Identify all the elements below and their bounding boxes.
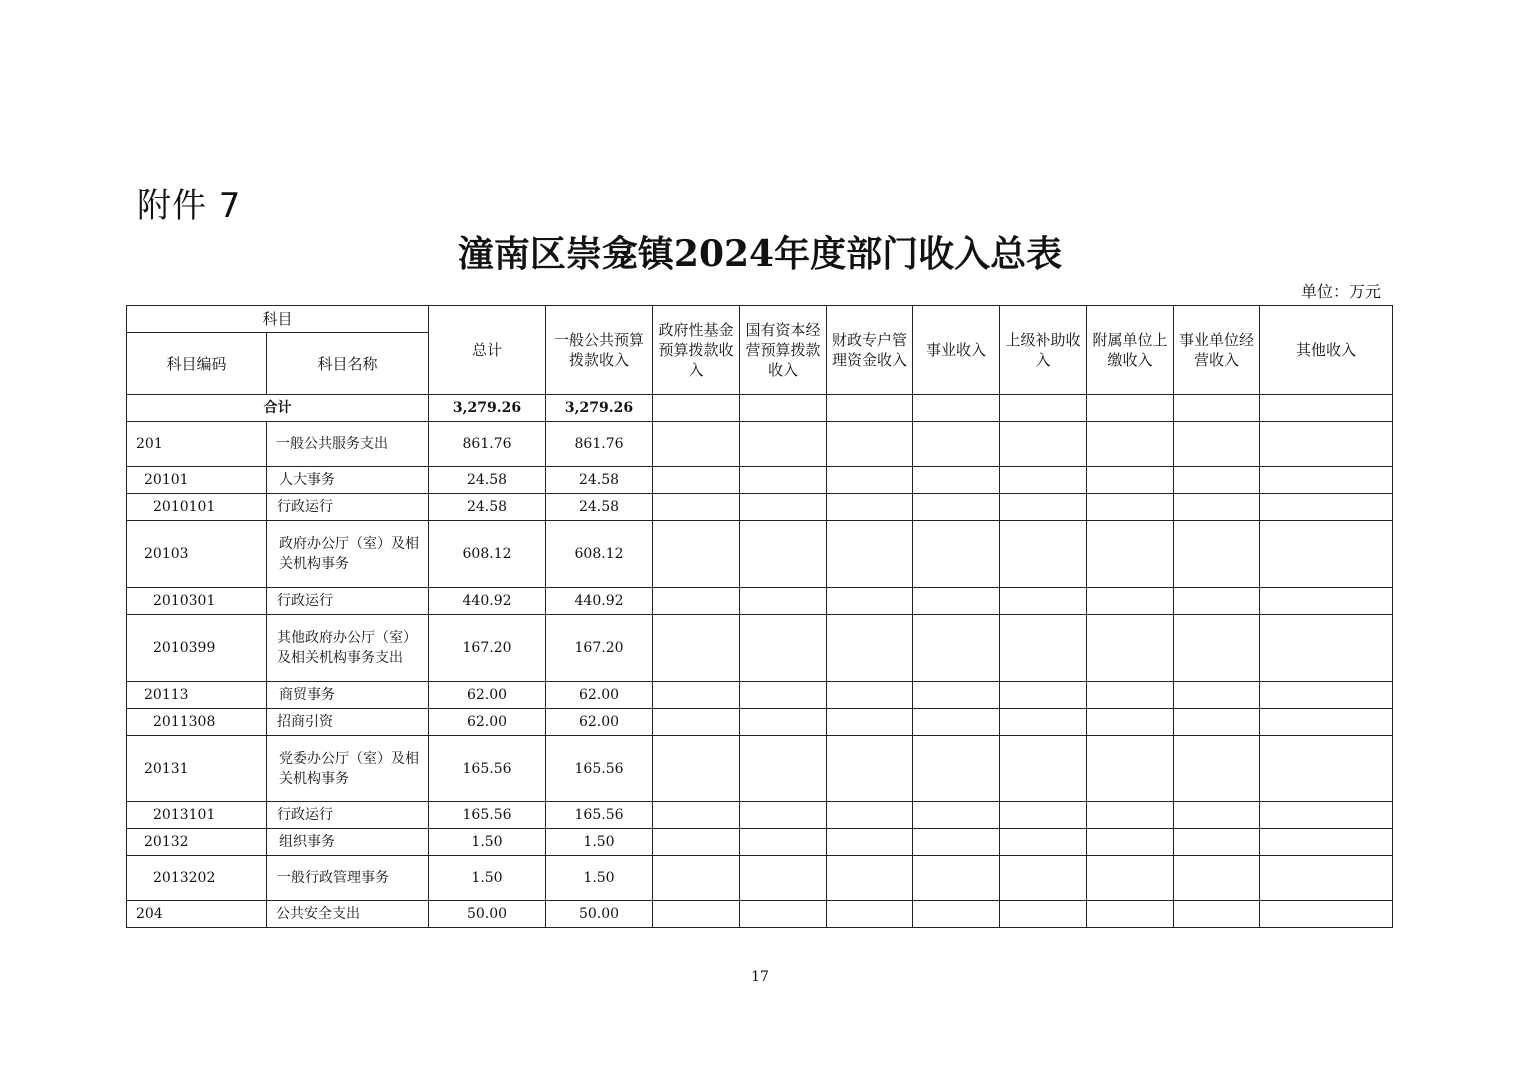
row-empty-cell xyxy=(740,422,827,467)
header-general-budget: 一般公共预算拨款收入 xyxy=(546,306,653,395)
row-empty-cell xyxy=(827,901,913,928)
row-empty-cell xyxy=(1260,901,1393,928)
row-name: 行政运行 xyxy=(267,802,429,829)
row-empty-cell xyxy=(1087,422,1174,467)
table-row xyxy=(127,422,1393,467)
row-empty-cell xyxy=(740,736,827,802)
row-code: 2011308 xyxy=(127,709,267,736)
row-empty-cell xyxy=(1174,422,1260,467)
row-total: 1.50 xyxy=(429,829,546,856)
total-total: 3,279.26 xyxy=(429,395,546,422)
row-empty-cell xyxy=(1000,682,1087,709)
row-empty-cell xyxy=(1174,494,1260,521)
row-empty-cell xyxy=(1087,802,1174,829)
row-name: 其他政府办公厅（室）及相关机构事务支出 xyxy=(267,615,429,682)
row-empty-cell xyxy=(740,901,827,928)
row-total: 165.56 xyxy=(429,736,546,802)
table-row xyxy=(127,467,1393,494)
table-row xyxy=(127,856,1393,901)
income-summary-table xyxy=(126,305,1393,928)
row-empty-cell xyxy=(827,422,913,467)
table-row xyxy=(127,736,1393,802)
page-number: 17 xyxy=(751,969,769,985)
row-code: 20131 xyxy=(127,736,267,802)
row-empty-cell xyxy=(1000,901,1087,928)
unit-label: 单位：万元 xyxy=(1300,282,1381,301)
row-empty-cell xyxy=(1000,856,1087,901)
row-name: 一般行政管理事务 xyxy=(267,856,429,901)
total-general-budget: 3,279.26 xyxy=(546,395,653,422)
row-empty-cell xyxy=(1087,682,1174,709)
row-empty-cell xyxy=(740,682,827,709)
row-empty-cell xyxy=(1174,829,1260,856)
row-empty-cell xyxy=(1260,422,1393,467)
row-general-budget: 165.56 xyxy=(546,736,653,802)
row-empty-cell xyxy=(827,494,913,521)
row-empty-cell xyxy=(653,802,740,829)
row-name: 行政运行 xyxy=(267,588,429,615)
row-empty-cell xyxy=(1260,802,1393,829)
row-total: 62.00 xyxy=(429,682,546,709)
row-empty-cell xyxy=(913,856,1000,901)
row-empty-cell xyxy=(1260,494,1393,521)
row-empty-cell xyxy=(740,588,827,615)
row-code: 2010399 xyxy=(127,615,267,682)
row-name: 人大事务 xyxy=(267,467,429,494)
row-empty-cell xyxy=(913,615,1000,682)
row-code: 2013101 xyxy=(127,802,267,829)
row-empty-cell xyxy=(653,682,740,709)
row-general-budget: 24.58 xyxy=(546,494,653,521)
row-name: 商贸事务 xyxy=(267,682,429,709)
row-total: 24.58 xyxy=(429,494,546,521)
table-row xyxy=(127,521,1393,588)
row-name: 组织事务 xyxy=(267,829,429,856)
table-row xyxy=(127,682,1393,709)
row-empty-cell xyxy=(1000,615,1087,682)
row-empty-cell xyxy=(1087,829,1174,856)
row-name: 政府办公厅（室）及相关机构事务 xyxy=(267,521,429,588)
row-empty-cell xyxy=(740,829,827,856)
row-empty-cell xyxy=(1087,856,1174,901)
table-row xyxy=(127,901,1393,928)
header-business-income: 事业收入 xyxy=(913,306,1000,395)
row-empty-cell xyxy=(1087,494,1174,521)
row-empty-cell xyxy=(653,901,740,928)
row-name: 一般公共服务支出 xyxy=(267,422,429,467)
row-empty-cell xyxy=(1087,588,1174,615)
row-name: 党委办公厅（室）及相关机构事务 xyxy=(267,736,429,802)
row-code: 20113 xyxy=(127,682,267,709)
header-total: 总计 xyxy=(429,306,546,395)
row-code: 204 xyxy=(127,901,267,928)
row-empty-cell xyxy=(1000,736,1087,802)
row-empty-cell xyxy=(827,829,913,856)
row-general-budget: 165.56 xyxy=(546,802,653,829)
row-code: 20103 xyxy=(127,521,267,588)
row-general-budget: 440.92 xyxy=(546,588,653,615)
row-empty-cell xyxy=(653,709,740,736)
row-empty-cell xyxy=(1174,736,1260,802)
table-row xyxy=(127,615,1393,682)
row-empty-cell xyxy=(653,736,740,802)
row-empty-cell xyxy=(653,588,740,615)
row-empty-cell xyxy=(913,682,1000,709)
row-empty-cell xyxy=(740,521,827,588)
row-empty-cell xyxy=(740,494,827,521)
row-empty-cell xyxy=(1000,829,1087,856)
header-affiliated-payment: 附属单位上缴收入 xyxy=(1087,306,1174,395)
header-state-capital: 国有资本经营预算拨款收入 xyxy=(740,306,827,395)
row-empty-cell xyxy=(1260,856,1393,901)
row-empty-cell xyxy=(827,467,913,494)
row-code: 20132 xyxy=(127,829,267,856)
row-empty-cell xyxy=(1087,709,1174,736)
row-empty-cell xyxy=(653,829,740,856)
row-empty-cell xyxy=(1000,467,1087,494)
row-empty-cell xyxy=(913,802,1000,829)
row-total: 24.58 xyxy=(429,467,546,494)
row-general-budget: 1.50 xyxy=(546,856,653,901)
table-row xyxy=(127,709,1393,736)
row-empty-cell xyxy=(913,467,1000,494)
row-empty-cell xyxy=(1087,467,1174,494)
row-empty-cell xyxy=(653,467,740,494)
row-empty-cell xyxy=(1260,682,1393,709)
row-empty-cell xyxy=(1000,802,1087,829)
table-row xyxy=(127,494,1393,521)
total-label: 合计 xyxy=(127,395,429,422)
row-general-budget: 1.50 xyxy=(546,829,653,856)
row-code: 2010101 xyxy=(127,494,267,521)
row-empty-cell xyxy=(827,709,913,736)
row-empty-cell xyxy=(1174,521,1260,588)
table-row xyxy=(127,588,1393,615)
row-name: 公共安全支出 xyxy=(267,901,429,928)
row-empty-cell xyxy=(740,615,827,682)
row-empty-cell xyxy=(1174,901,1260,928)
row-empty-cell xyxy=(1260,467,1393,494)
total-row xyxy=(127,395,1393,422)
row-empty-cell xyxy=(827,856,913,901)
row-empty-cell xyxy=(827,588,913,615)
row-general-budget: 62.00 xyxy=(546,682,653,709)
page-title: 潼南区崇龛镇2024年度部门收入总表 xyxy=(457,233,1063,275)
header-code: 科目编码 xyxy=(127,333,267,395)
row-total: 62.00 xyxy=(429,709,546,736)
header-name: 科目名称 xyxy=(267,333,429,395)
row-empty-cell xyxy=(913,494,1000,521)
row-empty-cell xyxy=(653,521,740,588)
row-empty-cell xyxy=(827,521,913,588)
table-row xyxy=(127,802,1393,829)
header-subject: 科目 xyxy=(127,306,429,333)
row-empty-cell xyxy=(1087,901,1174,928)
header-superior-subsidy: 上级补助收入 xyxy=(1000,306,1087,395)
row-empty-cell xyxy=(653,422,740,467)
row-empty-cell xyxy=(827,736,913,802)
row-general-budget: 62.00 xyxy=(546,709,653,736)
row-empty-cell xyxy=(913,829,1000,856)
row-empty-cell xyxy=(653,494,740,521)
row-empty-cell xyxy=(1260,521,1393,588)
row-empty-cell xyxy=(1087,615,1174,682)
row-code: 20101 xyxy=(127,467,267,494)
row-general-budget: 50.00 xyxy=(546,901,653,928)
row-empty-cell xyxy=(913,422,1000,467)
row-empty-cell xyxy=(1260,588,1393,615)
row-general-budget: 608.12 xyxy=(546,521,653,588)
header-business-operation: 事业单位经营收入 xyxy=(1174,306,1260,395)
row-empty-cell xyxy=(913,588,1000,615)
row-empty-cell xyxy=(827,682,913,709)
row-name: 招商引资 xyxy=(267,709,429,736)
row-empty-cell xyxy=(740,802,827,829)
header-gov-fund: 政府性基金预算拨款收入 xyxy=(653,306,740,395)
row-empty-cell xyxy=(913,901,1000,928)
row-empty-cell xyxy=(1000,588,1087,615)
row-general-budget: 24.58 xyxy=(546,467,653,494)
row-empty-cell xyxy=(740,856,827,901)
row-empty-cell xyxy=(1260,615,1393,682)
row-empty-cell xyxy=(1174,682,1260,709)
row-total: 861.76 xyxy=(429,422,546,467)
row-code: 201 xyxy=(127,422,267,467)
row-empty-cell xyxy=(1174,615,1260,682)
row-empty-cell xyxy=(653,856,740,901)
row-total: 165.56 xyxy=(429,802,546,829)
row-empty-cell xyxy=(1174,802,1260,829)
row-empty-cell xyxy=(913,709,1000,736)
row-empty-cell xyxy=(827,802,913,829)
row-total: 50.00 xyxy=(429,901,546,928)
row-empty-cell xyxy=(740,709,827,736)
attachment-label: 附件 7 xyxy=(137,186,242,226)
row-empty-cell xyxy=(1174,856,1260,901)
row-empty-cell xyxy=(1174,709,1260,736)
row-empty-cell xyxy=(1260,709,1393,736)
header-fiscal-special: 财政专户管理资金收入 xyxy=(827,306,913,395)
row-empty-cell xyxy=(1000,709,1087,736)
row-empty-cell xyxy=(913,521,1000,588)
row-code: 2013202 xyxy=(127,856,267,901)
row-total: 167.20 xyxy=(429,615,546,682)
row-general-budget: 861.76 xyxy=(546,422,653,467)
row-empty-cell xyxy=(740,467,827,494)
row-total: 608.12 xyxy=(429,521,546,588)
row-empty-cell xyxy=(1000,521,1087,588)
row-empty-cell xyxy=(653,615,740,682)
row-general-budget: 167.20 xyxy=(546,615,653,682)
row-empty-cell xyxy=(1260,736,1393,802)
row-empty-cell xyxy=(1174,588,1260,615)
row-empty-cell xyxy=(827,615,913,682)
row-empty-cell xyxy=(1087,736,1174,802)
header-other-income: 其他收入 xyxy=(1260,306,1393,395)
row-empty-cell xyxy=(1260,829,1393,856)
row-total: 1.50 xyxy=(429,856,546,901)
row-empty-cell xyxy=(1000,494,1087,521)
row-empty-cell xyxy=(1174,467,1260,494)
row-empty-cell xyxy=(913,736,1000,802)
table-row xyxy=(127,829,1393,856)
row-code: 2010301 xyxy=(127,588,267,615)
row-total: 440.92 xyxy=(429,588,546,615)
row-name: 行政运行 xyxy=(267,494,429,521)
row-empty-cell xyxy=(1000,422,1087,467)
row-empty-cell xyxy=(1087,521,1174,588)
